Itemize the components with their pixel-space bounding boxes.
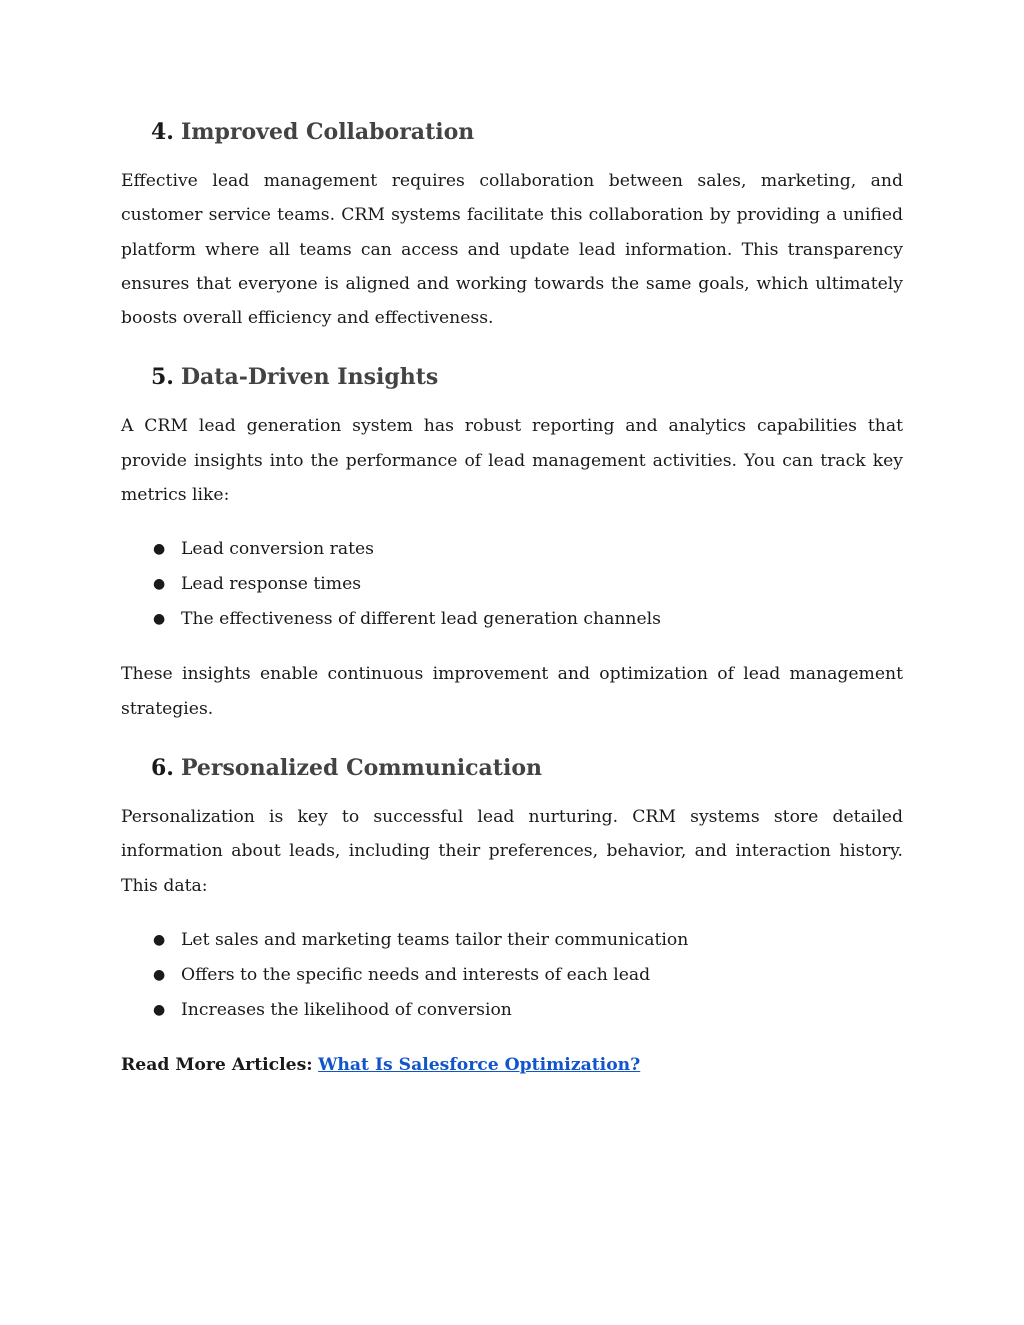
section-number: 6. xyxy=(151,754,174,781)
paragraph-insights-closing: These insights enable continuous improvement and optimization of lead management strategies. xyxy=(121,664,903,719)
bullet-icon: ● xyxy=(153,931,166,948)
list-item: ● Offers to the specific needs and interests of each lead xyxy=(121,958,903,993)
bullet-icon: ● xyxy=(153,1001,166,1018)
document-page xyxy=(121,114,903,1082)
section-number: 4. xyxy=(151,119,174,145)
paragraph-insights: A CRM lead generation system has robust reporting and analytics capabilities that provide insights into the performance of lead management activities. You can track key metrics like: xyxy=(121,416,903,506)
list-item: ● Lead conversion rates xyxy=(121,532,903,567)
list-item: ● Lead response times xyxy=(121,567,903,602)
metrics-list xyxy=(121,532,903,637)
read-more-label: Read More Articles: xyxy=(121,1054,313,1075)
personalization-list xyxy=(121,923,903,1028)
paragraph-personalization: Personalization is key to successful lead nurturing. CRM systems store detailed information about leads, including their preferences, behavior, and interaction history. This data: xyxy=(121,806,903,896)
section-title: Personalized Communication xyxy=(180,754,542,781)
section-number: 5. xyxy=(151,364,174,391)
heading-data-driven-insights xyxy=(121,359,903,395)
bullet-icon: ● xyxy=(153,541,166,558)
section-title: Improved Collaboration xyxy=(180,119,475,145)
bullet-icon: ● xyxy=(153,576,166,593)
list-item: ● Let sales and marketing teams tailor their communication xyxy=(121,923,903,958)
paragraph-collaboration: Effective lead management requires collaboration between sales, marketing, and customer service teams. CRM systems facilitate this collaboration by providing a unified platform where all teams can access and update lead information. This transparency ensures that everyone is aligned and working towards the same goals, which ultimately boosts overall efficiency and effectiveness. xyxy=(121,171,903,329)
section-title: Data-Driven Insights xyxy=(180,364,439,391)
heading-improved-collaboration xyxy=(121,114,903,150)
list-item: ● The effectiveness of different lead generation channels xyxy=(121,602,903,637)
list-item: ● Increases the likelihood of conversion xyxy=(121,993,903,1028)
bullet-icon: ● xyxy=(153,966,166,983)
read-more-line xyxy=(121,1048,903,1082)
read-more-link[interactable]: What Is Salesforce Optimization? xyxy=(318,1054,641,1075)
bullet-icon: ● xyxy=(153,611,166,628)
heading-personalized-communication xyxy=(121,750,903,786)
